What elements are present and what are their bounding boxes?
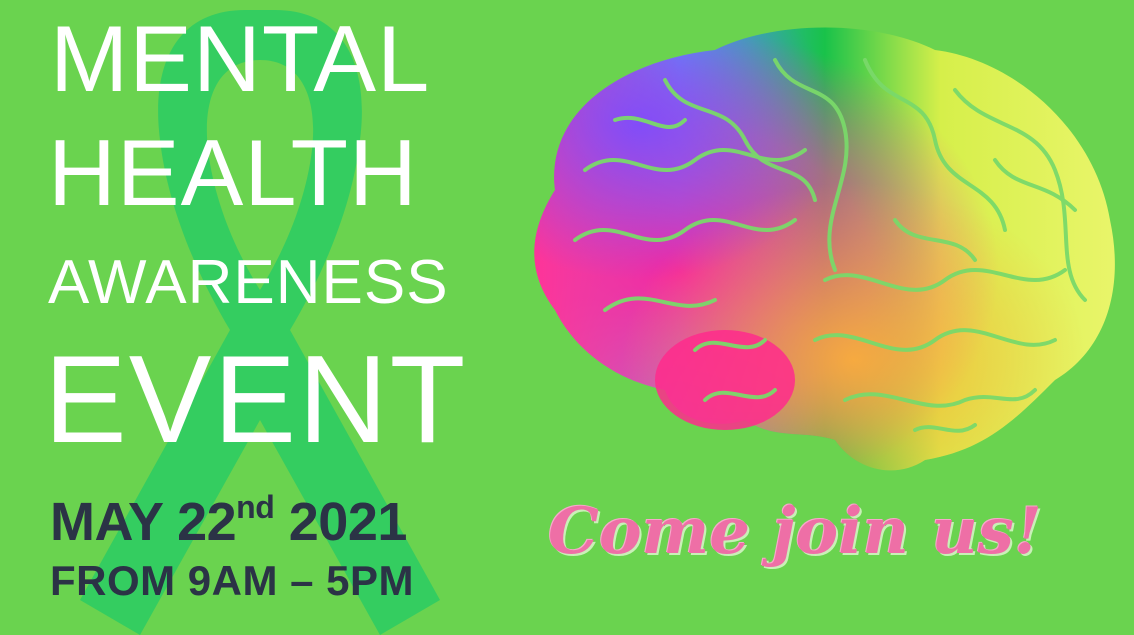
headline-mental: MENTAL bbox=[50, 6, 431, 111]
event-date-day: MAY 22 bbox=[50, 492, 237, 552]
event-date-year: 2021 bbox=[288, 492, 407, 552]
event-date bbox=[50, 489, 407, 552]
event-time: FROM 9AM – 5PM bbox=[50, 557, 415, 604]
brain-illustration-icon bbox=[515, 20, 1125, 490]
headline-health: HEALTH bbox=[48, 120, 418, 225]
call-to-action: Come join us! bbox=[548, 494, 1042, 569]
headline-awareness: AWARENESS bbox=[48, 248, 449, 317]
headline-event: EVENT bbox=[44, 331, 468, 469]
event-date-ordinal: nd bbox=[236, 489, 275, 525]
